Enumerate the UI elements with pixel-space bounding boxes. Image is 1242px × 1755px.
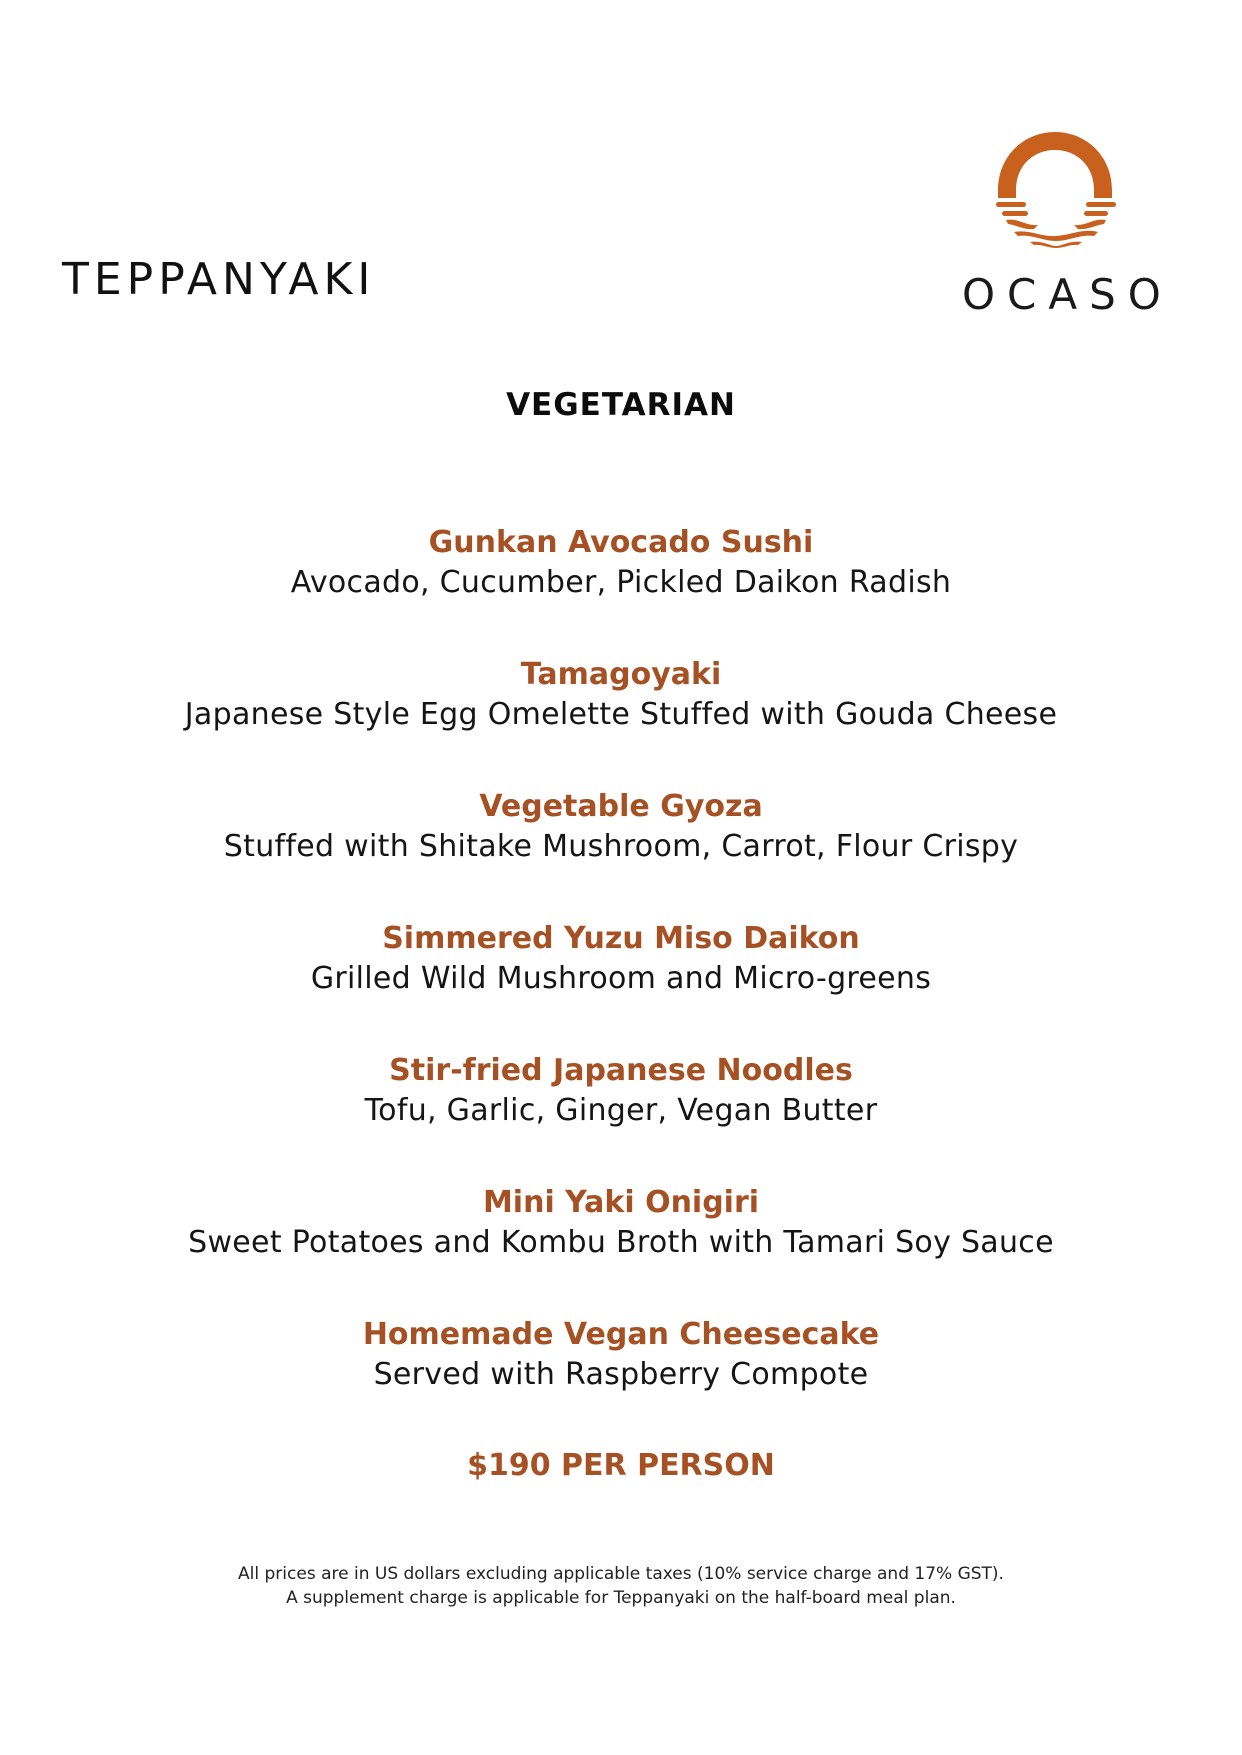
menu-item-description: Stuffed with Shitake Mushroom, Carrot, Flour Crispy: [223, 829, 1019, 864]
footnote-taxes: All prices are in US dollars excluding applicable taxes (10% service charge and 17% GST).: [238, 1564, 1004, 1584]
menu-item: [0, 1051, 1242, 1183]
menu-list: [0, 523, 1242, 1447]
menu-item-name: Gunkan Avocado Sushi: [428, 525, 814, 560]
menu-item: [0, 655, 1242, 787]
brand-wordmark: OCASO: [962, 270, 1173, 319]
brand-logo: [950, 128, 1173, 319]
section-title: VEGETARIAN: [506, 387, 736, 423]
menu-item-description: Avocado, Cucumber, Pickled Daikon Radish: [290, 565, 952, 600]
menu-item-description: Grilled Wild Mushroom and Micro-greens: [310, 961, 932, 996]
page-title: TEPPANYAKI: [62, 254, 376, 305]
menu-item: [0, 1315, 1242, 1447]
menu-item: [0, 523, 1242, 655]
menu-item-description: Served with Raspberry Compote: [373, 1357, 869, 1392]
footnote-supplement: A supplement charge is applicable for Teppanyaki on the half-board meal plan.: [286, 1588, 956, 1608]
menu-item-name: Stir-fried Japanese Noodles: [389, 1053, 853, 1088]
menu-item-name: Simmered Yuzu Miso Daikon: [382, 921, 860, 956]
price-per-person: $190 PER PERSON: [467, 1448, 775, 1483]
menu-item: [0, 787, 1242, 919]
menu-item-name: Mini Yaki Onigiri: [482, 1185, 760, 1220]
menu-item-name: Tamagoyaki: [520, 657, 722, 692]
menu-item: [0, 919, 1242, 1051]
menu-item-name: Homemade Vegan Cheesecake: [362, 1317, 880, 1352]
menu-item: [0, 1183, 1242, 1315]
menu-item-description: Tofu, Garlic, Ginger, Vegan Butter: [364, 1093, 878, 1128]
sunset-logo-icon: [990, 128, 1120, 248]
footnote: [0, 1562, 1242, 1610]
menu-item-description: Sweet Potatoes and Kombu Broth with Tamari Soy Sauce: [188, 1225, 1054, 1260]
menu-item-name: Vegetable Gyoza: [479, 789, 763, 824]
menu-item-description: Japanese Style Egg Omelette Stuffed with Gouda Cheese: [184, 697, 1058, 732]
